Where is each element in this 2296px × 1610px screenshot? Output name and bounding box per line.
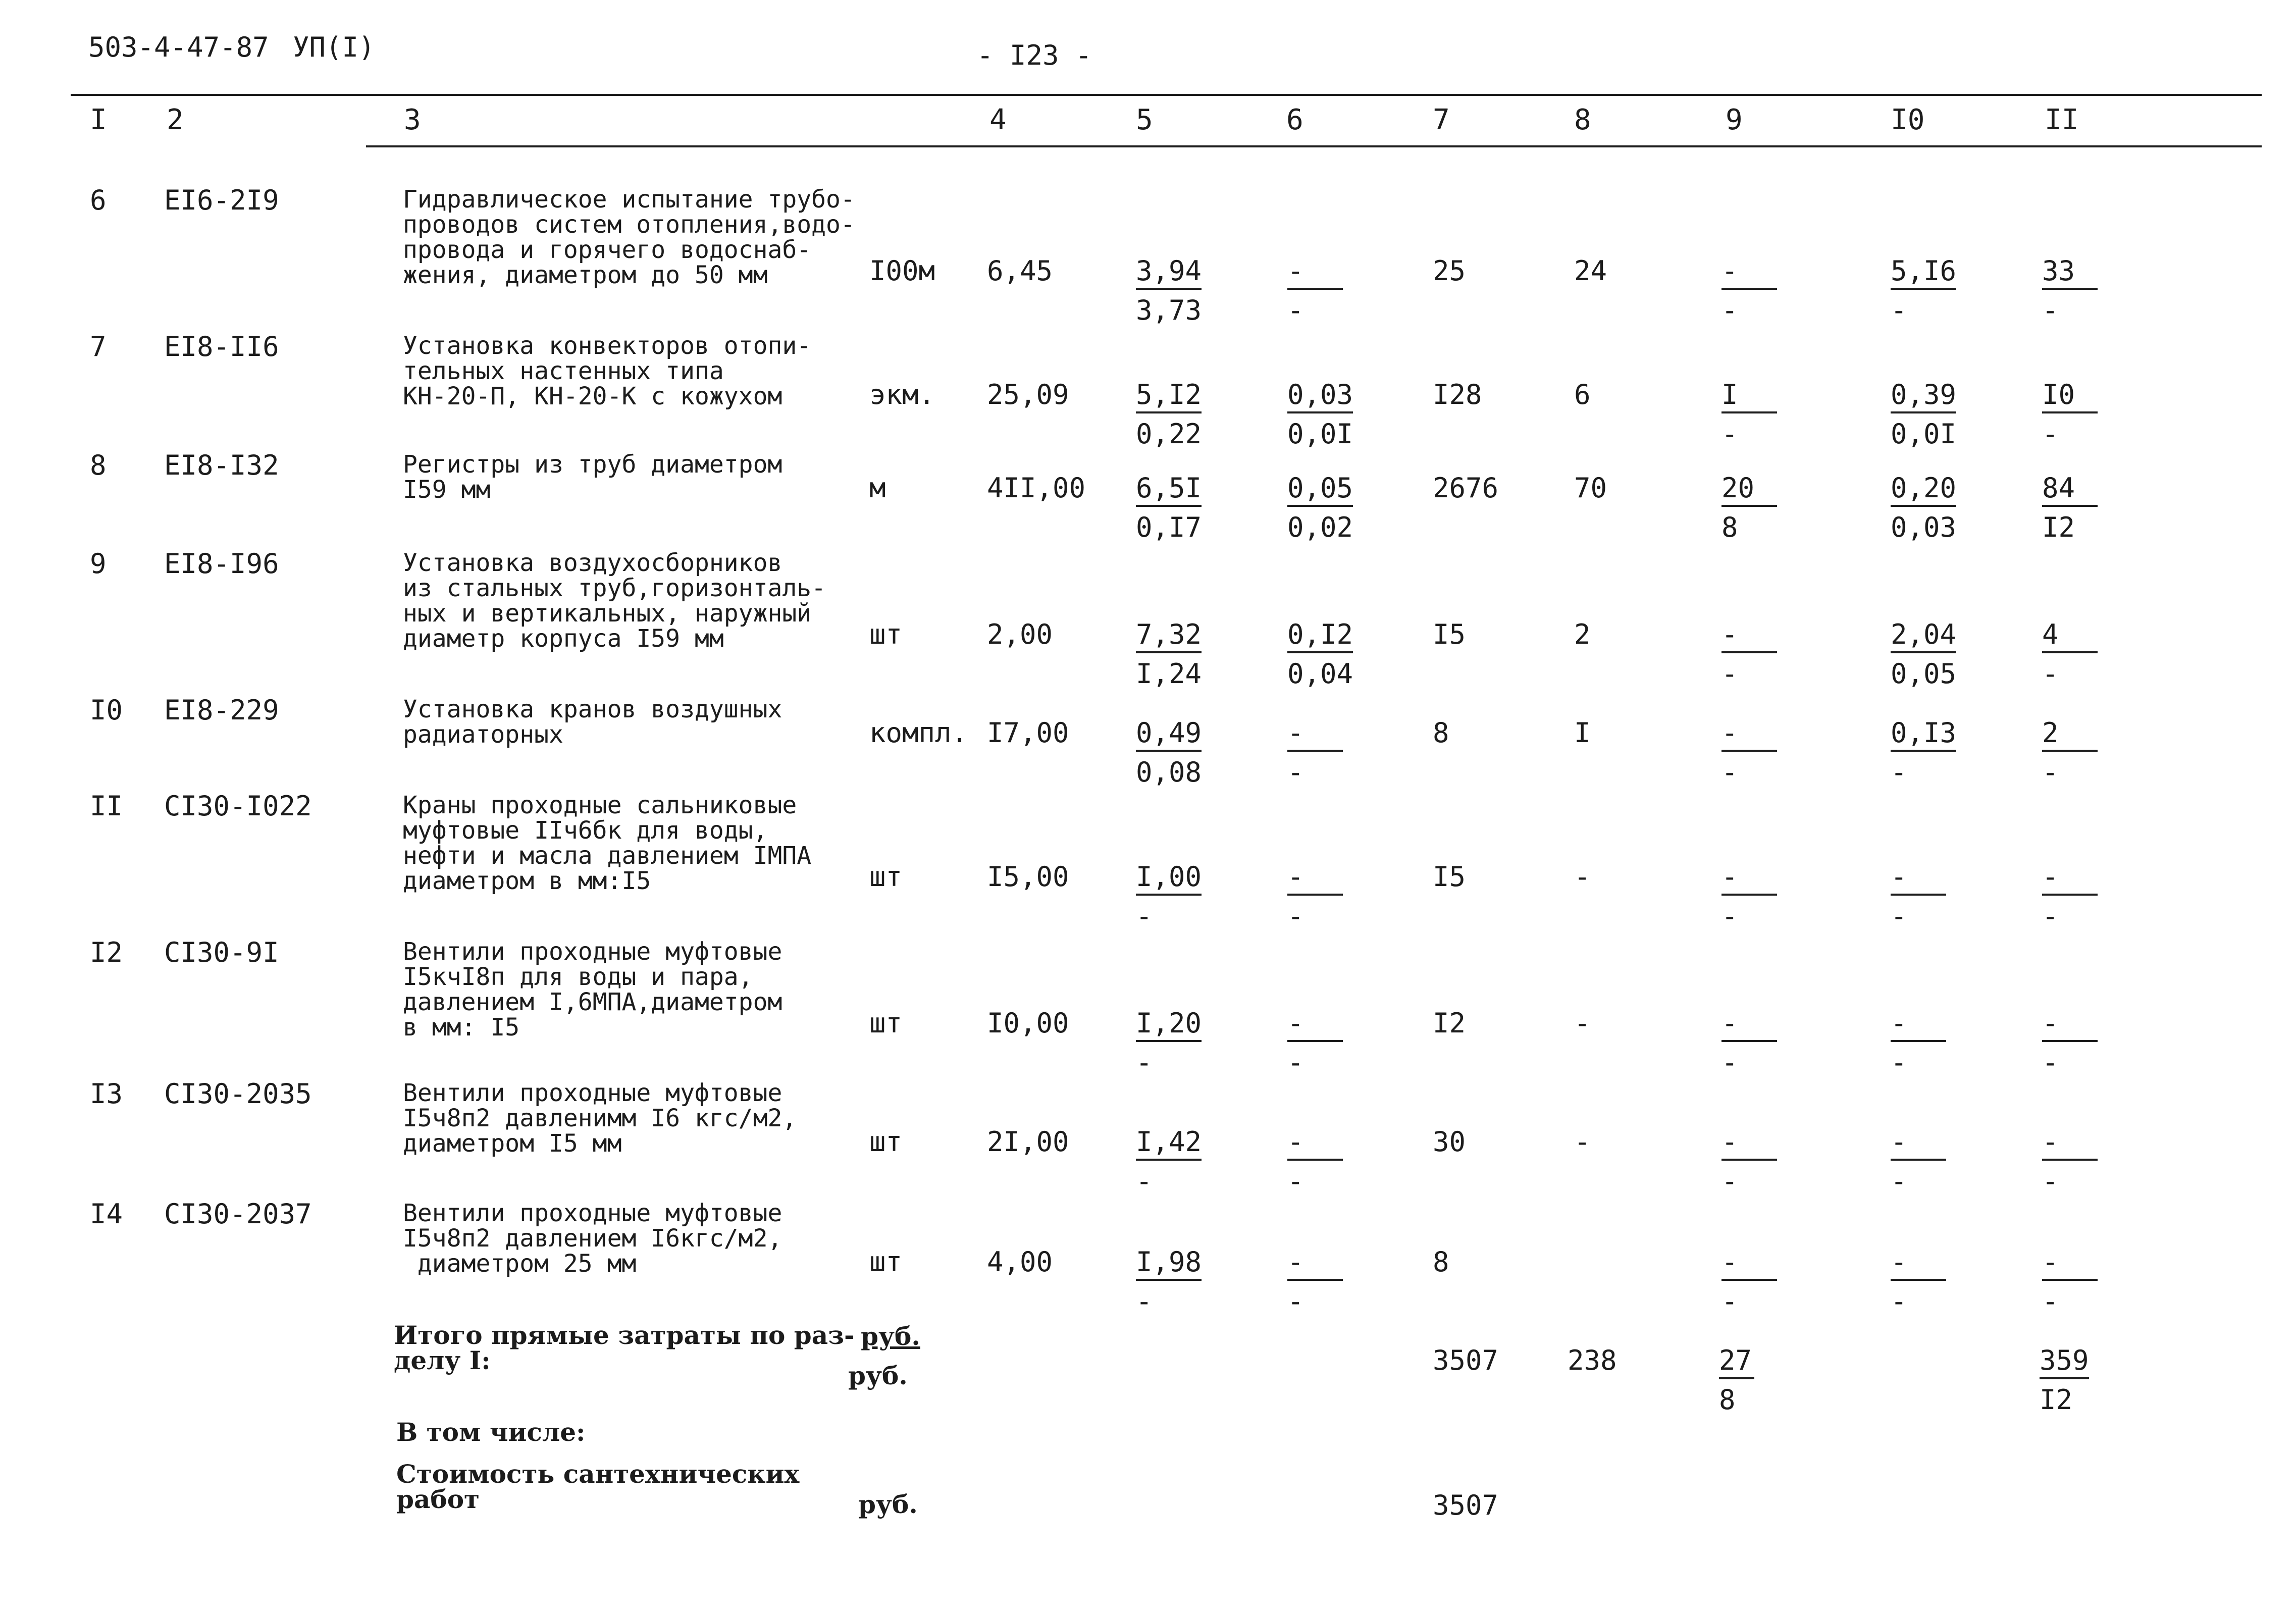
row-description: Установка воздухосборников из стальных труб,горизонталь- ных и вертикальных, наружный диаметр корпуса I59 мм xyxy=(403,549,826,653)
row-col6-top: - xyxy=(1287,257,1343,290)
row-col9 xyxy=(1721,1246,1777,1317)
row-col10-top: 0,39 xyxy=(1891,381,1956,413)
row-col11-top: - xyxy=(2042,1010,2098,1042)
including-label: В том числе: xyxy=(396,1417,586,1447)
row-col7: I2 xyxy=(1433,1007,1466,1039)
row-col5-top: 6,5I xyxy=(1136,475,1202,507)
row-col10 xyxy=(1891,1246,1946,1317)
row-unit: шт xyxy=(869,861,903,893)
col-header-7: 7 xyxy=(1433,103,1450,136)
row-description: Краны проходные сальниковые муфтовые IIч6бк для воды, нефти и масла давлением IМПА диаметром в мм:I5 xyxy=(403,791,812,895)
row-col11 xyxy=(2042,381,2098,448)
row-col6-bottom: 0,0I xyxy=(1287,418,1353,450)
row-col9-top: - xyxy=(1721,1128,1777,1161)
row-col8: 2 xyxy=(1574,618,1591,650)
row-quantity: 2,00 xyxy=(987,618,1053,650)
row-col11-top: - xyxy=(2042,1128,2098,1161)
totals-col7: 3507 xyxy=(1433,1344,1499,1376)
row-col9 xyxy=(1721,618,1777,690)
totals-col9-bottom: 8 xyxy=(1719,1384,1736,1416)
row-col9-bottom: 8 xyxy=(1721,511,1738,543)
totals-unit-top: руб. xyxy=(861,1321,920,1351)
row-col10-bottom: 0,0I xyxy=(1891,418,1957,450)
row-col9 xyxy=(1721,257,1777,324)
row-col11-bottom: - xyxy=(2042,658,2059,690)
row-col10 xyxy=(1891,1007,1946,1078)
row-col6 xyxy=(1287,1007,1343,1078)
row-col10 xyxy=(1891,863,1946,930)
row-col5-top: 3,94 xyxy=(1136,257,1202,290)
row-col6-top: 0,03 xyxy=(1287,381,1353,413)
row-unit: шт xyxy=(869,1246,903,1278)
row-col6 xyxy=(1287,1128,1343,1195)
row-col6 xyxy=(1287,863,1343,930)
row-col11 xyxy=(2042,257,2098,324)
row-col11-bottom: - xyxy=(2042,900,2059,932)
row-col6-top: - xyxy=(1287,1249,1343,1281)
row-col5-top: I,00 xyxy=(1136,863,1202,896)
row-unit: шт xyxy=(869,1126,903,1158)
row-col6 xyxy=(1287,618,1353,690)
totals-col9-top: 27 xyxy=(1719,1347,1754,1379)
row-col5 xyxy=(1136,257,1202,324)
row-col11 xyxy=(2042,472,2098,543)
row-quantity: I7,00 xyxy=(987,717,1069,749)
row-col6-bottom: - xyxy=(1287,1047,1304,1078)
row-col5 xyxy=(1136,1246,1202,1317)
row-col10 xyxy=(1891,257,1956,324)
row-col7: 2676 xyxy=(1433,472,1499,504)
row-unit: шт xyxy=(869,618,903,650)
row-col11-bottom: - xyxy=(2042,1285,2059,1317)
row-col10-bottom: 0,03 xyxy=(1891,511,1957,543)
row-col5-bottom: - xyxy=(1136,900,1153,932)
row-description: Вентили проходные муфтовые I5кчI8п для воды и пара, давлением I,6МПА,диаметром в мм: I5 xyxy=(403,938,782,1042)
col-header-9: 9 xyxy=(1726,103,1743,136)
col-header-10: I0 xyxy=(1891,103,1925,136)
row-col5-top: I,42 xyxy=(1136,1128,1202,1161)
including-item-unit: руб. xyxy=(858,1489,918,1519)
row-col8: - xyxy=(1574,1126,1591,1158)
row-col10-bottom: - xyxy=(1891,294,1907,326)
row-unit: м xyxy=(869,472,886,504)
row-col5 xyxy=(1136,1007,1202,1078)
page-number: - I23 - xyxy=(977,39,1092,71)
row-col9-bottom: - xyxy=(1721,756,1738,788)
row-col9-top: - xyxy=(1721,863,1777,896)
row-col8: I xyxy=(1574,717,1591,749)
row-col8: 70 xyxy=(1574,472,1607,504)
row-col10-top: - xyxy=(1891,1010,1946,1042)
row-col6-top: 0,I2 xyxy=(1287,621,1353,653)
row-quantity: 25,09 xyxy=(987,379,1069,410)
row-col5-bottom: - xyxy=(1136,1165,1153,1197)
row-col9-top: - xyxy=(1721,719,1777,752)
row-col5-top: I,20 xyxy=(1136,1010,1202,1042)
row-col7: 25 xyxy=(1433,255,1466,287)
row-col10 xyxy=(1891,618,1957,690)
row-col10-bottom: - xyxy=(1891,1285,1907,1317)
row-col5 xyxy=(1136,1128,1202,1195)
row-col11 xyxy=(2042,1246,2098,1317)
row-col6-bottom: - xyxy=(1287,1285,1304,1317)
row-col9 xyxy=(1721,1128,1777,1195)
row-col9-bottom: - xyxy=(1721,418,1738,450)
row-col10-top: 0,I3 xyxy=(1891,719,1956,752)
row-number: I0 xyxy=(90,694,123,726)
row-col7: 30 xyxy=(1433,1126,1466,1158)
row-quantity: 2I,00 xyxy=(987,1126,1069,1158)
totals-label: Итого прямые затраты по раз- делу I: xyxy=(394,1320,855,1375)
row-code: CI30-I022 xyxy=(164,790,312,822)
row-col7: 8 xyxy=(1433,717,1449,749)
row-col10-bottom: - xyxy=(1891,1047,1907,1078)
totals-col11-top: 359 xyxy=(2040,1347,2089,1379)
row-col10-top: 2,04 xyxy=(1891,621,1956,653)
row-number: 9 xyxy=(90,548,107,580)
row-col7: I5 xyxy=(1433,618,1466,650)
row-description: Гидравлическое испытание трубо- проводов систем отопления,водо- провода и горячего водоснаб- жения, диаметром до 50 мм xyxy=(403,185,855,289)
row-col9 xyxy=(1721,863,1777,930)
row-col11 xyxy=(2042,618,2098,690)
row-col8: - xyxy=(1574,861,1591,893)
row-quantity: 4,00 xyxy=(987,1246,1053,1278)
including-item-col7: 3507 xyxy=(1433,1489,1499,1521)
col-header-6: 6 xyxy=(1286,103,1303,136)
row-col10-bottom: 0,05 xyxy=(1891,658,1957,690)
row-col11-top: 84 xyxy=(2042,475,2098,507)
row-col5 xyxy=(1136,863,1202,930)
row-col6 xyxy=(1287,1246,1343,1317)
col-header-1: I xyxy=(90,103,107,136)
row-col10 xyxy=(1891,1128,1946,1195)
doc-code: 503-4-47-87 xyxy=(88,31,269,63)
row-col6 xyxy=(1287,472,1353,543)
row-col9 xyxy=(1721,1007,1777,1078)
row-code: EI8-I96 xyxy=(164,548,279,580)
row-col9-top: - xyxy=(1721,1249,1777,1281)
row-col11-top: I0 xyxy=(2042,381,2098,413)
row-col6-bottom: - xyxy=(1287,294,1304,326)
row-number: I3 xyxy=(90,1078,123,1110)
row-col11-top: - xyxy=(2042,1249,2098,1281)
row-description: Установка кранов воздушных радиаторных xyxy=(403,695,782,749)
row-col9 xyxy=(1721,381,1777,448)
row-col6 xyxy=(1287,719,1343,786)
row-col6-bottom: - xyxy=(1287,1165,1304,1197)
row-col5-bottom: 0,08 xyxy=(1136,756,1202,788)
row-col5 xyxy=(1136,472,1202,543)
totals-col11-bottom: I2 xyxy=(2040,1384,2073,1416)
row-unit: экм. xyxy=(869,379,935,410)
row-col10 xyxy=(1891,381,1956,448)
row-quantity: 4II,00 xyxy=(987,472,1086,504)
row-col11 xyxy=(2042,1007,2098,1078)
row-col6-bottom: 0,02 xyxy=(1287,511,1353,543)
row-col10-top: 5,I6 xyxy=(1891,257,1956,290)
row-col9-top: - xyxy=(1721,257,1777,290)
row-code: EI8-II6 xyxy=(164,331,279,362)
row-col6-top: - xyxy=(1287,1128,1343,1161)
row-code: EI8-229 xyxy=(164,694,279,726)
row-col6-top: - xyxy=(1287,1010,1343,1042)
row-col7: I5 xyxy=(1433,861,1466,893)
row-col11 xyxy=(2042,719,2098,786)
row-code: EI6-2I9 xyxy=(164,184,279,216)
row-col9-bottom: - xyxy=(1721,900,1738,932)
totals-col9 xyxy=(1719,1344,1754,1416)
row-code: CI30-9I xyxy=(164,937,279,968)
row-quantity: I0,00 xyxy=(987,1007,1069,1039)
row-col10-bottom: - xyxy=(1891,900,1907,932)
row-number: I2 xyxy=(90,937,123,968)
row-description: Установка конвекторов отопи- тельных настенных типа КН-20-П, КН-20-К с кожухом xyxy=(403,332,812,410)
row-col9-bottom: - xyxy=(1721,658,1738,690)
row-col11-bottom: - xyxy=(2042,1165,2059,1197)
row-col11 xyxy=(2042,1128,2098,1195)
col-header-3: 3 xyxy=(404,103,421,136)
row-col5-bottom: I,24 xyxy=(1136,658,1202,690)
row-col5 xyxy=(1136,719,1202,786)
row-col6 xyxy=(1287,257,1343,324)
row-col9-top: I xyxy=(1721,381,1777,413)
row-col8: - xyxy=(1574,1007,1591,1039)
col-header-8: 8 xyxy=(1574,103,1591,136)
row-col6-top: - xyxy=(1287,719,1343,752)
row-col6-bottom: - xyxy=(1287,900,1304,932)
row-quantity: I5,00 xyxy=(987,861,1069,893)
row-quantity: 6,45 xyxy=(987,255,1053,287)
row-col7: I28 xyxy=(1433,379,1482,410)
row-unit: компл. xyxy=(869,717,968,749)
totals-col11 xyxy=(2040,1344,2089,1416)
row-col10-top: - xyxy=(1891,1128,1946,1161)
row-col5-top: 0,49 xyxy=(1136,719,1202,752)
doc-part: УП(I) xyxy=(293,31,375,63)
row-col11-bottom: - xyxy=(2042,1047,2059,1078)
row-description: Регистры из труб диаметром I59 мм xyxy=(403,450,782,504)
row-code: EI8-I32 xyxy=(164,449,279,481)
row-number: I4 xyxy=(90,1198,123,1230)
row-col5-bottom: - xyxy=(1136,1285,1153,1317)
col-header-2: 2 xyxy=(167,103,184,136)
row-col5 xyxy=(1136,381,1202,448)
row-code: CI30-2035 xyxy=(164,1078,312,1110)
row-col11-top: 4 xyxy=(2042,621,2098,653)
row-col11-top: - xyxy=(2042,863,2098,896)
row-col7: 8 xyxy=(1433,1246,1449,1278)
row-col5-top: 7,32 xyxy=(1136,621,1202,653)
row-col9-top: - xyxy=(1721,621,1777,653)
row-number: 6 xyxy=(90,184,107,216)
including-item-label: Стоимость сантехнических работ xyxy=(396,1459,800,1514)
row-col10 xyxy=(1891,719,1956,786)
row-col6 xyxy=(1287,381,1353,448)
row-col5 xyxy=(1136,618,1202,690)
row-col10-bottom: - xyxy=(1891,1165,1907,1197)
row-col9-top: 20 xyxy=(1721,475,1777,507)
row-col9-bottom: - xyxy=(1721,1047,1738,1078)
row-description: Вентили проходные муфтовые I5ч8п2 давленимм I6 кгс/м2, диаметром I5 мм xyxy=(403,1079,797,1158)
row-col10-top: 0,20 xyxy=(1891,475,1956,507)
row-col5-bottom: - xyxy=(1136,1047,1153,1078)
header-rule-top xyxy=(71,94,2262,96)
row-col5-bottom: 3,73 xyxy=(1136,294,1202,326)
row-col5-bottom: 0,I7 xyxy=(1136,511,1202,543)
row-description: Вентили проходные муфтовые I5ч8п2 давлением I6кгс/м2, диаметром 25 мм xyxy=(403,1199,782,1278)
row-col11 xyxy=(2042,863,2098,930)
row-col5-bottom: 0,22 xyxy=(1136,418,1202,450)
row-number: 8 xyxy=(90,449,107,481)
row-number: II xyxy=(90,790,123,822)
row-col11-bottom: - xyxy=(2042,294,2059,326)
row-col10-bottom: - xyxy=(1891,756,1907,788)
row-col9 xyxy=(1721,719,1777,786)
row-col11-bottom: - xyxy=(2042,418,2059,450)
row-col10-top: - xyxy=(1891,1249,1946,1281)
row-code: CI30-2037 xyxy=(164,1198,312,1230)
row-col6-top: - xyxy=(1287,863,1343,896)
row-col6-bottom: - xyxy=(1287,756,1304,788)
row-col9-top: - xyxy=(1721,1010,1777,1042)
totals-col8: 238 xyxy=(1568,1344,1617,1376)
row-col8: 24 xyxy=(1574,255,1607,287)
row-col5-top: 5,I2 xyxy=(1136,381,1202,413)
col-header-4: 4 xyxy=(989,103,1007,136)
row-col9-bottom: - xyxy=(1721,294,1738,326)
row-col6-top: 0,05 xyxy=(1287,475,1353,507)
row-number: 7 xyxy=(90,331,107,362)
header-rule-bottom xyxy=(366,145,2262,147)
row-col10 xyxy=(1891,472,1957,543)
row-col9-bottom: - xyxy=(1721,1285,1738,1317)
row-col11-bottom: - xyxy=(2042,756,2059,788)
row-col10-top: - xyxy=(1891,863,1946,896)
row-col9 xyxy=(1721,472,1777,543)
row-col11-bottom: I2 xyxy=(2042,511,2075,543)
row-col9-bottom: - xyxy=(1721,1165,1738,1197)
col-header-5: 5 xyxy=(1136,103,1153,136)
row-col5-top: I,98 xyxy=(1136,1249,1202,1281)
row-col11-top: 2 xyxy=(2042,719,2098,752)
row-col8: 6 xyxy=(1574,379,1591,410)
row-unit: I00м xyxy=(869,255,935,287)
row-unit: шт xyxy=(869,1007,903,1039)
row-col11-top: 33 xyxy=(2042,257,2098,290)
totals-unit-bottom: руб. xyxy=(848,1361,908,1390)
row-col6-bottom: 0,04 xyxy=(1287,658,1353,690)
col-header-11: II xyxy=(2045,103,2079,136)
